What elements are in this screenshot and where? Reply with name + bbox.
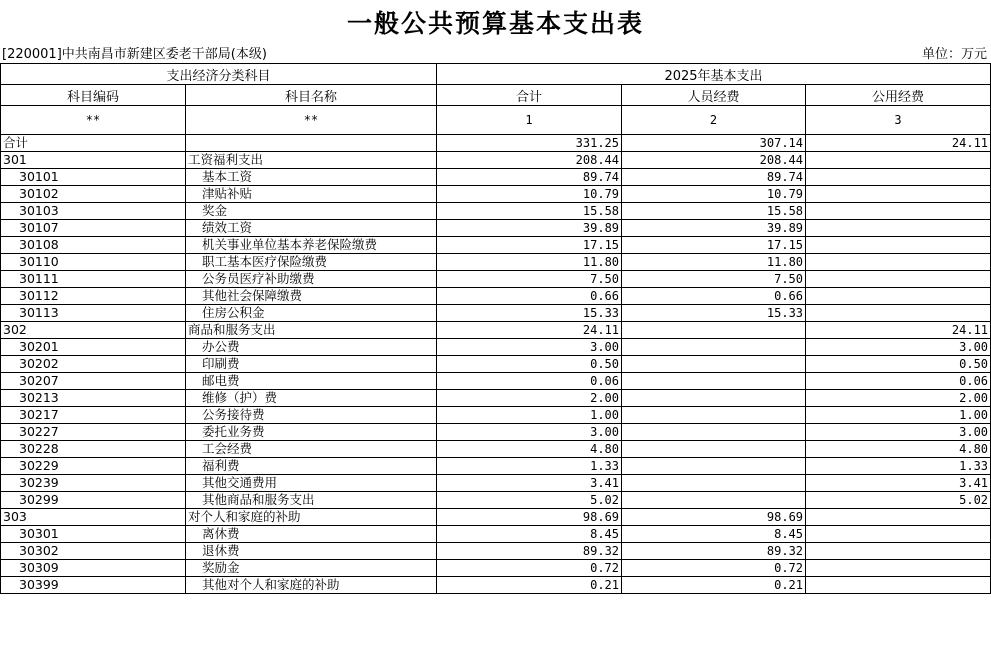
- cell-personnel: 0.21: [622, 577, 806, 594]
- cell-total: 5.02: [437, 492, 622, 509]
- cell-personnel: 0.66: [622, 288, 806, 305]
- cell-public: [806, 288, 991, 305]
- cell-total: 15.58: [437, 203, 622, 220]
- cell-public: 24.11: [806, 135, 991, 152]
- cell-total: 8.45: [437, 526, 622, 543]
- cell-personnel: 11.80: [622, 254, 806, 271]
- cell-public: 24.11: [806, 322, 991, 339]
- table-row: [1, 220, 991, 237]
- cell-name: [186, 135, 437, 152]
- cell-total: 7.50: [437, 271, 622, 288]
- table-row: [1, 305, 991, 322]
- cell-public: 1.33: [806, 458, 991, 475]
- cell-public: 5.02: [806, 492, 991, 509]
- cell-code: 30107: [1, 220, 186, 237]
- cell-code: 30111: [1, 271, 186, 288]
- cell-name: 商品和服务支出: [186, 322, 437, 339]
- cell-name: 机关事业单位基本养老保险缴费: [186, 237, 437, 254]
- cell-name: 职工基本医疗保险缴费: [186, 254, 437, 271]
- cell-total: 0.50: [437, 356, 622, 373]
- cell-name: 办公费: [186, 339, 437, 356]
- table-row: [1, 390, 991, 407]
- cell-code: 30102: [1, 186, 186, 203]
- cell-public: [806, 271, 991, 288]
- cell-total: 3.41: [437, 475, 622, 492]
- table-row: [1, 203, 991, 220]
- cell-code: 30113: [1, 305, 186, 322]
- cell-total: 2.00: [437, 390, 622, 407]
- cell-personnel: 89.32: [622, 543, 806, 560]
- cell-total: 4.80: [437, 441, 622, 458]
- cell-total: 331.25: [437, 135, 622, 152]
- cell-code: 30101: [1, 169, 186, 186]
- index-personnel: 2: [622, 106, 806, 135]
- cell-total: 1.33: [437, 458, 622, 475]
- cell-code: 30213: [1, 390, 186, 407]
- cell-total: 208.44: [437, 152, 622, 169]
- cell-total: 0.06: [437, 373, 622, 390]
- table-row: [1, 237, 991, 254]
- cell-name: 工资福利支出: [186, 152, 437, 169]
- cell-total: 0.66: [437, 288, 622, 305]
- cell-code: 30202: [1, 356, 186, 373]
- cell-public: [806, 169, 991, 186]
- cell-personnel: 8.45: [622, 526, 806, 543]
- cell-name: 其他社会保障缴费: [186, 288, 437, 305]
- table-row: [1, 373, 991, 390]
- cell-code: 30228: [1, 441, 186, 458]
- cell-code: 30207: [1, 373, 186, 390]
- cell-public: 2.00: [806, 390, 991, 407]
- cell-public: [806, 203, 991, 220]
- cell-name: 印刷费: [186, 356, 437, 373]
- cell-personnel: 17.15: [622, 237, 806, 254]
- table-row: [1, 339, 991, 356]
- cell-code: 30239: [1, 475, 186, 492]
- cell-personnel: [622, 356, 806, 373]
- table-row: [1, 271, 991, 288]
- cell-public: 3.00: [806, 424, 991, 441]
- cell-public: 1.00: [806, 407, 991, 424]
- cell-total: 17.15: [437, 237, 622, 254]
- cell-total: 0.72: [437, 560, 622, 577]
- cell-code: 30108: [1, 237, 186, 254]
- cell-personnel: [622, 407, 806, 424]
- cell-public: [806, 305, 991, 322]
- cell-public: [806, 526, 991, 543]
- cell-name: 公务员医疗补助缴费: [186, 271, 437, 288]
- header-group-basic-expenditure: 2025年基本支出: [437, 64, 991, 85]
- cell-public: 0.50: [806, 356, 991, 373]
- unit-line: [0, 42, 991, 62]
- cell-personnel: [622, 492, 806, 509]
- table-row: [1, 509, 991, 526]
- table-row: [1, 560, 991, 577]
- table-row: [1, 577, 991, 594]
- cell-public: [806, 543, 991, 560]
- cell-code: 30309: [1, 560, 186, 577]
- header-code: 科目编码: [1, 85, 186, 106]
- cell-total: 11.80: [437, 254, 622, 271]
- header-group-row: [1, 64, 991, 85]
- cell-name: 其他商品和服务支出: [186, 492, 437, 509]
- cell-personnel: [622, 322, 806, 339]
- cell-name: 奖金: [186, 203, 437, 220]
- cell-code: 30301: [1, 526, 186, 543]
- cell-code: 30103: [1, 203, 186, 220]
- budget-table: [0, 63, 991, 594]
- cell-code: 合计: [1, 135, 186, 152]
- cell-public: [806, 254, 991, 271]
- header-public: 公用经费: [806, 85, 991, 106]
- currency-unit: 单位：万元: [921, 47, 987, 62]
- cell-code: 30227: [1, 424, 186, 441]
- cell-code: 30201: [1, 339, 186, 356]
- cell-name: 对个人和家庭的补助: [186, 509, 437, 526]
- index-public: 3: [806, 106, 991, 135]
- table-body: [1, 135, 991, 594]
- cell-personnel: [622, 390, 806, 407]
- cell-code: 30217: [1, 407, 186, 424]
- index-name: **: [186, 106, 437, 135]
- table-row: [1, 322, 991, 339]
- cell-public: [806, 509, 991, 526]
- cell-code: 30112: [1, 288, 186, 305]
- page-title: 一般公共预算基本支出表: [346, 9, 644, 38]
- cell-total: 24.11: [437, 322, 622, 339]
- cell-code: 30229: [1, 458, 186, 475]
- cell-name: 奖励金: [186, 560, 437, 577]
- cell-total: 3.00: [437, 424, 622, 441]
- cell-total: 1.00: [437, 407, 622, 424]
- cell-name: 基本工资: [186, 169, 437, 186]
- header-personnel: 人员经费: [622, 85, 806, 106]
- table-row: [1, 543, 991, 560]
- table-row: [1, 169, 991, 186]
- cell-public: [806, 560, 991, 577]
- cell-public: [806, 220, 991, 237]
- cell-code: 302: [1, 322, 186, 339]
- cell-code: 30302: [1, 543, 186, 560]
- cell-public: [806, 577, 991, 594]
- cell-name: 离休费: [186, 526, 437, 543]
- cell-name: 福利费: [186, 458, 437, 475]
- cell-public: [806, 152, 991, 169]
- cell-personnel: [622, 373, 806, 390]
- cell-public: 0.06: [806, 373, 991, 390]
- cell-total: 89.32: [437, 543, 622, 560]
- cell-personnel: 89.74: [622, 169, 806, 186]
- cell-public: 3.41: [806, 475, 991, 492]
- unit-name: [220001]中共南昌市新建区委老干部局(本级): [2, 47, 267, 62]
- cell-name: 其他交通费用: [186, 475, 437, 492]
- cell-personnel: 10.79: [622, 186, 806, 203]
- cell-personnel: 39.89: [622, 220, 806, 237]
- cell-personnel: 98.69: [622, 509, 806, 526]
- header-index-row: [1, 106, 991, 135]
- table-row: [1, 135, 991, 152]
- cell-name: 津贴补贴: [186, 186, 437, 203]
- cell-total: 10.79: [437, 186, 622, 203]
- cell-total: 0.21: [437, 577, 622, 594]
- table-row: [1, 424, 991, 441]
- cell-public: 4.80: [806, 441, 991, 458]
- table-row: [1, 492, 991, 509]
- cell-name: 邮电费: [186, 373, 437, 390]
- index-total: 1: [437, 106, 622, 135]
- cell-total: 89.74: [437, 169, 622, 186]
- cell-personnel: [622, 475, 806, 492]
- cell-personnel: 0.72: [622, 560, 806, 577]
- table-row: [1, 407, 991, 424]
- cell-code: 30399: [1, 577, 186, 594]
- cell-personnel: [622, 339, 806, 356]
- table-row: [1, 441, 991, 458]
- cell-code: 303: [1, 509, 186, 526]
- table-row: [1, 458, 991, 475]
- cell-total: 3.00: [437, 339, 622, 356]
- cell-code: 30110: [1, 254, 186, 271]
- cell-personnel: 15.58: [622, 203, 806, 220]
- table-row: [1, 254, 991, 271]
- cell-total: 98.69: [437, 509, 622, 526]
- cell-personnel: [622, 424, 806, 441]
- index-code: **: [1, 106, 186, 135]
- cell-public: [806, 186, 991, 203]
- cell-total: 15.33: [437, 305, 622, 322]
- cell-personnel: [622, 441, 806, 458]
- header-column-row: [1, 85, 991, 106]
- cell-name: 委托业务费: [186, 424, 437, 441]
- cell-name: 公务接待费: [186, 407, 437, 424]
- cell-name: 退休费: [186, 543, 437, 560]
- cell-code: 301: [1, 152, 186, 169]
- table-row: [1, 526, 991, 543]
- cell-personnel: [622, 458, 806, 475]
- cell-name: 住房公积金: [186, 305, 437, 322]
- cell-name: 维修（护）费: [186, 390, 437, 407]
- header-name: 科目名称: [186, 85, 437, 106]
- cell-total: 39.89: [437, 220, 622, 237]
- cell-public: [806, 237, 991, 254]
- cell-personnel: 7.50: [622, 271, 806, 288]
- header-total: 合计: [437, 85, 622, 106]
- cell-name: 工会经费: [186, 441, 437, 458]
- header-group-classification: 支出经济分类科目: [1, 64, 437, 85]
- table-row: [1, 186, 991, 203]
- cell-code: 30299: [1, 492, 186, 509]
- table-row: [1, 356, 991, 373]
- cell-personnel: 208.44: [622, 152, 806, 169]
- cell-personnel: 15.33: [622, 305, 806, 322]
- table-row: [1, 475, 991, 492]
- cell-public: 3.00: [806, 339, 991, 356]
- cell-personnel: 307.14: [622, 135, 806, 152]
- table-row: [1, 152, 991, 169]
- cell-name: 绩效工资: [186, 220, 437, 237]
- table-row: [1, 288, 991, 305]
- cell-name: 其他对个人和家庭的补助: [186, 577, 437, 594]
